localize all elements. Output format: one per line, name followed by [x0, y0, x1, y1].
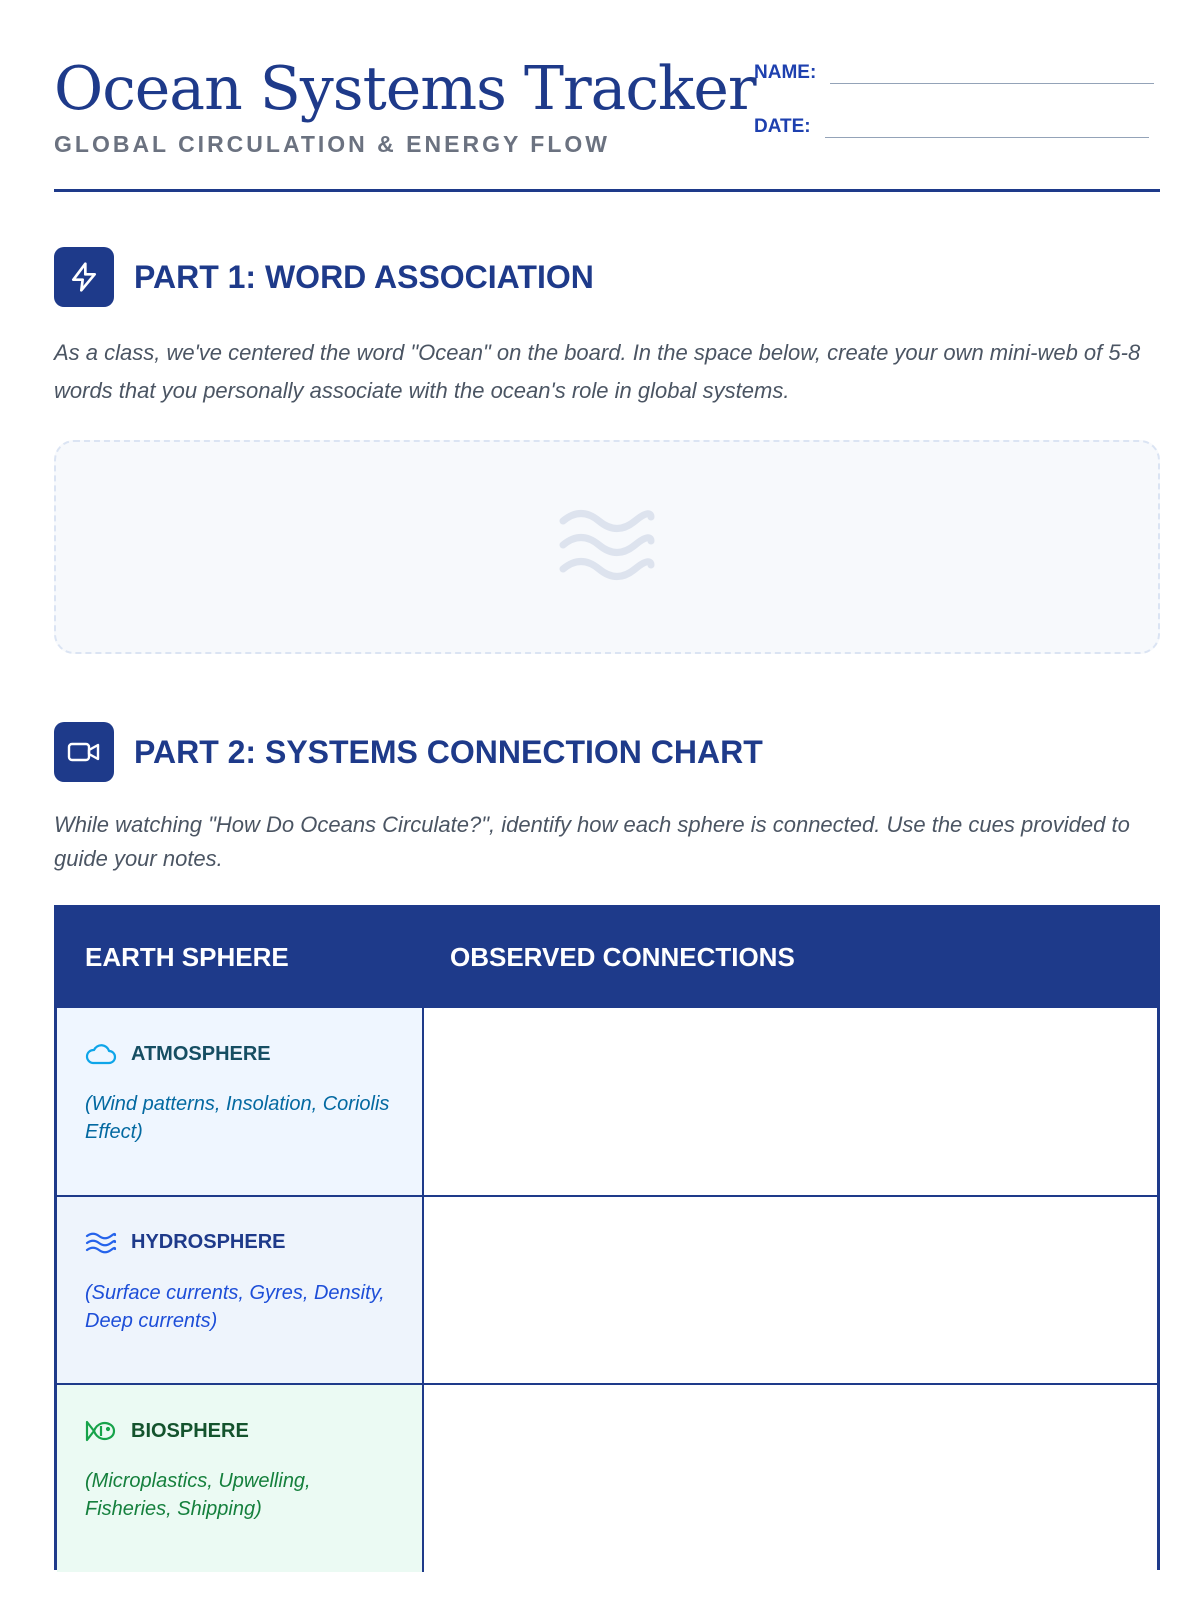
header-observed-connections: OBSERVED CONNECTIONS: [450, 941, 795, 972]
sphere-cell-biosphere: [57, 1385, 424, 1572]
waves-icon: [557, 507, 657, 588]
connection-cell-atmosphere[interactable]: [424, 1008, 1157, 1195]
waves-icon: [85, 1229, 117, 1257]
cues-hydrosphere: (Surface currents, Gyres, Density, Deep currents): [85, 1281, 385, 1332]
part1-heading: [54, 247, 594, 307]
cloud-icon: [85, 1040, 117, 1068]
page-subtitle: GLOBAL CIRCULATION & ENERGY FLOW: [54, 131, 610, 157]
cues-atmosphere: (Wind patterns, Insolation, Coriolis Effect): [85, 1093, 390, 1143]
fish-icon: [85, 1417, 117, 1445]
sphere-label-hydrosphere: HYDROSPHERE: [131, 1231, 286, 1253]
sphere-cell-atmosphere: [57, 1008, 424, 1195]
date-field[interactable]: [754, 116, 1149, 138]
name-label: NAME:: [754, 62, 817, 83]
part2-heading: [54, 722, 763, 782]
systems-connection-table: [54, 905, 1160, 1570]
table-row-hydrosphere: [57, 1195, 1157, 1384]
name-field[interactable]: [754, 62, 1154, 84]
sphere-label-atmosphere: ATMOSPHERE: [131, 1042, 271, 1065]
connection-cell-biosphere[interactable]: [424, 1385, 1157, 1572]
cues-biosphere: (Microplastics, Upwelling, Fisheries, Shipping): [85, 1470, 311, 1520]
worksheet-header: [54, 0, 1160, 192]
sphere-cell-hydrosphere: [57, 1197, 424, 1384]
date-line[interactable]: [825, 118, 1149, 138]
part2-title: PART 2: SYSTEMS CONNECTION CHART: [134, 733, 763, 770]
page-title: Ocean Systems Tracker: [54, 54, 756, 124]
name-line[interactable]: [830, 64, 1154, 84]
video-icon: [54, 722, 114, 782]
table-row-biosphere: [57, 1383, 1157, 1572]
table-row-atmosphere: [57, 1006, 1157, 1195]
table-header: [57, 908, 1157, 1006]
part2-instructions: While watching "How Do Oceans Circulate?", identify how each sphere is connected. Use the cues provided to guide your notes.: [54, 812, 1130, 871]
part1-title: PART 1: WORD ASSOCIATION: [134, 258, 594, 295]
word-web-box[interactable]: [54, 440, 1160, 654]
header-earth-sphere: EARTH SPHERE: [85, 941, 289, 972]
date-label: DATE:: [754, 116, 811, 137]
part1-instructions: As a class, we've centered the word "Ocean" on the board. In the space below, create your own mini-web of 5-8 words that you personally associate with the ocean's role in global systems.: [54, 340, 1141, 403]
connection-cell-hydrosphere[interactable]: [424, 1197, 1157, 1384]
worksheet-page: [54, 0, 1160, 1520]
sphere-label-biosphere: BIOSPHERE: [131, 1419, 249, 1442]
lightning-icon: [54, 247, 114, 307]
